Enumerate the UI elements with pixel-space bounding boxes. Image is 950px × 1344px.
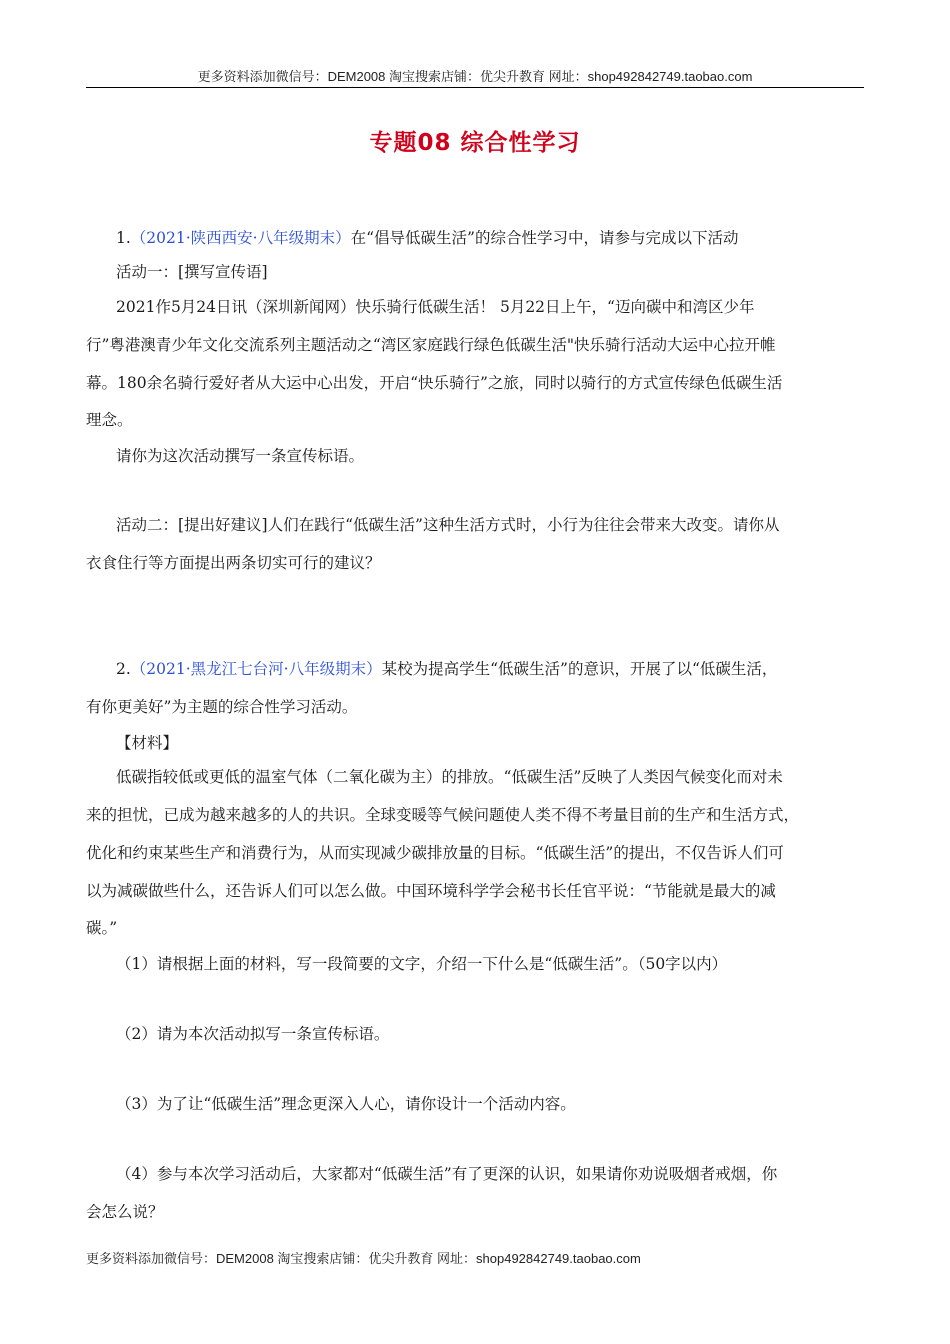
page-header: 更多资料添加微信号：DEM2008 淘宝搜索店铺：优尖升教育 网址：shop492842749.taobao.com <box>197 69 753 84</box>
activity-2-line: 活动二：[提出好建议]人们在践行“低碳生活”这种生活方式时，小行为往往会带来大改变。请你从 <box>116 516 780 534</box>
question-2-intro: 某校为提高学生“低碳生活”的意识，开展了以“低碳生活， <box>381 660 778 678</box>
question-2-intro-line: 有你更美好”为主题的综合性学习活动。 <box>86 698 358 716</box>
page-footer: 更多资料添加微信号：DEM2008 淘宝搜索店铺：优尖升教育 网址：shop492842749.taobao.com <box>86 1251 641 1266</box>
question-1-number: 1. <box>116 229 131 247</box>
sub-question-3: （3）为了让“低碳生活”理念更深入人心，请你设计一个活动内容。 <box>116 1095 576 1113</box>
question-1-source: （2021·陕西西安·八年级期末） <box>130 229 351 247</box>
material-line: 优化和约束某些生产和消费行为，从而实现减少碳排放量的目标。“低碳生活”的提出，不仅告诉人们可 <box>86 844 784 862</box>
material-line: 来的担忧，已成为越来越多的人的共识。全球变暖等气候问题使人类不得不考量目前的生产和生活方式， <box>86 806 800 824</box>
q1-paragraph-line: 行”粤港澳青少年文化交流系列主题活动之“湾区家庭践行绿色低碳生活"快乐骑行活动大运中心拉开帷 <box>86 336 776 354</box>
sub-question-4-line: （4）参与本次学习活动后，大家都对“低碳生活”有了更深的认识，如果请你劝说吸烟者戒烟，你 <box>116 1165 778 1183</box>
question-2-number: 2. <box>116 660 131 678</box>
q1-paragraph-line: 理念。 <box>86 411 133 429</box>
material-line: 低碳指较低或更低的温室气体（二氧化碳为主）的排放。“低碳生活”反映了人类因气候变化而对未 <box>116 768 783 786</box>
activity-1-label: 活动一：[撰写宣传语] <box>116 263 268 281</box>
material-line: 碳。” <box>86 919 118 937</box>
q1-task-1: 请你为这次活动撰写一条宣传标语。 <box>116 447 365 465</box>
question-1-heading <box>116 228 738 248</box>
header-divider <box>86 87 864 88</box>
page-title: 专题08 综合性学习 <box>369 130 581 156</box>
material-line: 以为减碳做些什么，还告诉人们可以怎么做。中国环境科学学会秘书长任官平说：“节能就是最大的减 <box>86 882 776 900</box>
question-2-heading <box>116 659 777 679</box>
question-1-intro: 在“倡导低碳生活”的综合性学习中，请参与完成以下活动 <box>350 229 739 247</box>
q1-paragraph-line: 幕。180余名骑行爱好者从大运中心出发，开启“快乐骑行”之旅，同时以骑行的方式宣传绿色低碳生活 <box>86 374 783 392</box>
activity-2-line: 衣食住行等方面提出两条切实可行的建议？ <box>86 554 381 572</box>
sub-question-4-line: 会怎么说？ <box>86 1203 164 1221</box>
material-label: 【材料】 <box>116 734 179 752</box>
question-2-source: （2021·黑龙江七台河·八年级期末） <box>130 660 382 678</box>
sub-question-1: （1）请根据上面的材料，写一段简要的文字，介绍一下什么是“低碳生活”。（50字以内） <box>116 955 728 973</box>
sub-question-2: （2）请为本次活动拟写一条宣传标语。 <box>116 1025 390 1043</box>
q1-paragraph-line: 2021作5月24日讯（深圳新闻网）快乐骑行低碳生活！ 5月22日上午，“迈向碳中和湾区少年 <box>116 298 755 316</box>
